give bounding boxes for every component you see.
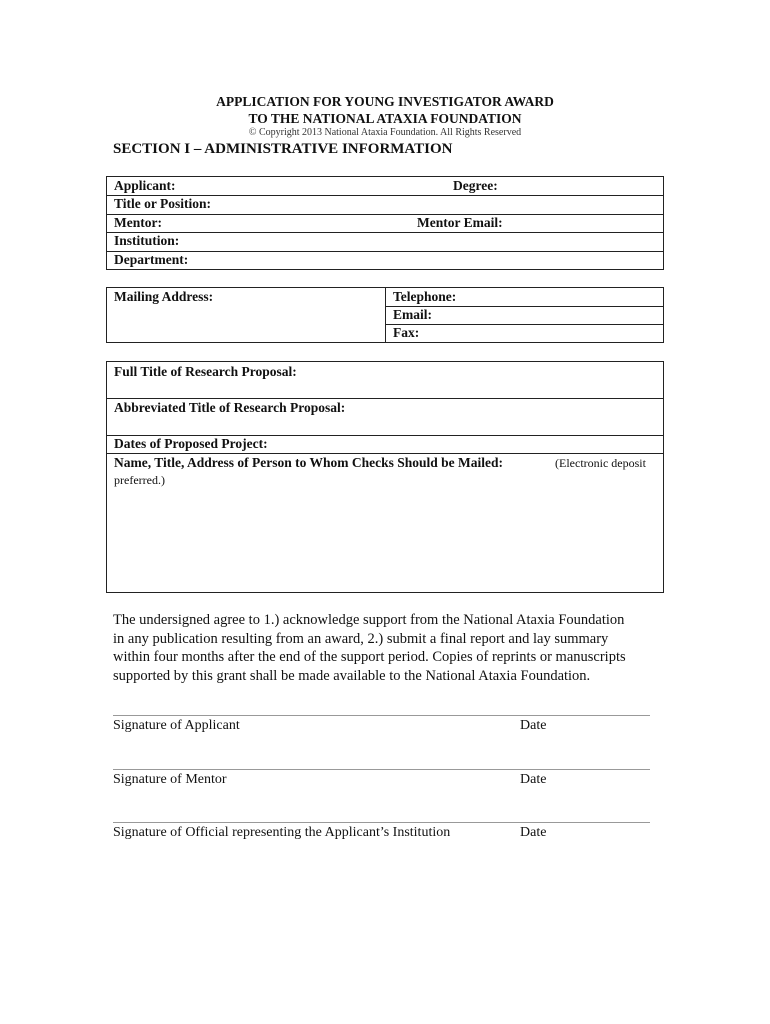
institution-row[interactable]	[107, 233, 663, 252]
section-title: SECTION I – ADMINISTRATIVE INFORMATION	[113, 141, 453, 157]
document-title-line-1: APPLICATION FOR YOUNG INVESTIGATOR AWARD	[216, 94, 554, 109]
agreement-line-4: supported by this grant shall be made available to the National Ataxia Foundation.	[113, 667, 591, 684]
mentor-signature-line[interactable]	[113, 769, 650, 770]
telephone-field[interactable]	[386, 288, 663, 307]
copyright-notice: © Copyright 2013 National Ataxia Foundation. All Rights Reserved	[248, 127, 522, 138]
checks-mailing-label: Name, Title, Address of Person to Whom Checks Should be Mailed:	[114, 455, 504, 470]
department-label: Department:	[114, 252, 189, 267]
official-signature-line[interactable]	[113, 822, 650, 823]
checks-mailing-field[interactable]	[107, 454, 663, 592]
agreement-line-3: within four months after the end of the support period. Copies of reprints or manuscripts	[113, 649, 626, 665]
agreement-paragraph	[113, 611, 673, 685]
telephone-label: Telephone:	[393, 289, 457, 304]
dates-label: Dates of Proposed Project:	[114, 436, 268, 451]
agreement-line-1: The undersigned agree to 1.) acknowledge support from the National Ataxia Foundation	[113, 612, 625, 628]
mentor-row[interactable]	[107, 215, 663, 233]
mentor-date-label: Date	[520, 772, 547, 787]
abbreviated-title-row[interactable]	[107, 399, 663, 436]
abbreviated-title-label: Abbreviated Title of Research Proposal:	[114, 400, 346, 415]
dates-row[interactable]	[107, 436, 663, 454]
fax-field[interactable]	[386, 324, 663, 342]
full-title-label: Full Title of Research Proposal:	[114, 364, 297, 379]
email-field[interactable]	[386, 306, 663, 325]
email-label: Email:	[393, 307, 432, 322]
checks-note-line-2: preferred.)	[114, 473, 165, 487]
mentor-label: Mentor:	[114, 215, 162, 230]
full-title-row[interactable]	[107, 362, 663, 399]
department-row[interactable]	[107, 252, 663, 270]
mentor-signature-label: Signature of Mentor	[113, 772, 227, 787]
official-date-label: Date	[520, 825, 547, 840]
mailing-address-field[interactable]	[107, 288, 385, 342]
degree-label: Degree:	[453, 178, 498, 193]
official-signature-label: Signature of Official representing the Applicant’s Institution	[113, 825, 451, 840]
fax-label: Fax:	[393, 325, 420, 340]
applicant-row[interactable]	[107, 177, 663, 196]
title-position-row[interactable]	[107, 196, 663, 215]
contact-info-table	[106, 287, 664, 343]
applicant-signature-line[interactable]	[113, 715, 650, 716]
applicant-signature-label: Signature of Applicant	[113, 718, 240, 733]
applicant-label: Applicant:	[114, 178, 176, 193]
agreement-line-2: in any publication resulting from an award, 2.) submit a final report and lay summary	[113, 630, 609, 647]
proposal-info-table	[106, 361, 664, 593]
applicant-info-table	[106, 176, 664, 270]
applicant-date-label: Date	[520, 718, 547, 733]
institution-label: Institution:	[114, 233, 180, 248]
document-title-line-2: TO THE NATIONAL ATAXIA FOUNDATION	[248, 111, 522, 126]
title-position-label: Title or Position:	[114, 196, 211, 211]
mentor-email-label: Mentor Email:	[417, 215, 503, 230]
checks-note-line-1: (Electronic deposit	[555, 456, 646, 470]
mailing-address-label: Mailing Address:	[114, 289, 214, 304]
